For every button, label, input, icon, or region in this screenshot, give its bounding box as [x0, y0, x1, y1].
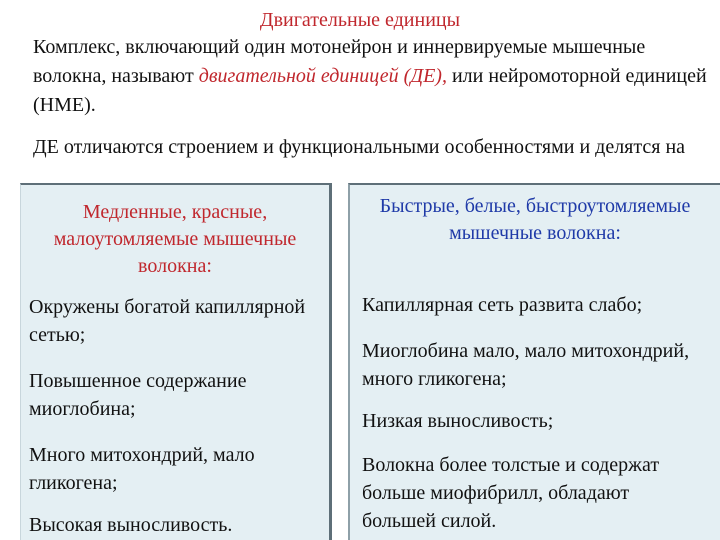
definition-text-start: Комплекс, включающий один мотонейрон и иннервируемые мышечные волокна, называют	[33, 36, 646, 87]
slow-fibers-item: Окружены богатой капиллярной сетью;	[29, 296, 306, 346]
slide-title: Двигательные единицы	[259, 9, 461, 31]
slow-fibers-item: Повышенное содержание миоглобина;	[29, 370, 247, 420]
motor-unit-term: двигательной единицей (ДЕ),	[198, 65, 447, 87]
fast-fibers-item: Низкая выносливость;	[362, 410, 554, 432]
slow-fibers-item: Много митохондрий, мало гликогена;	[29, 444, 255, 494]
fast-fibers-heading: Быстрые, белые, быстроутомляемые мышечные волокна:	[379, 195, 691, 244]
fast-fibers-item: Капиллярная сеть развита слабо;	[362, 294, 643, 316]
definition-text-end: или нейромоторной единицей (НМЕ).	[33, 65, 707, 116]
slow-fibers-item: Высокая выносливость.	[29, 514, 233, 536]
slow-fibers-heading: Медленные, красные, малоутомляемые мышечные волокна:	[53, 201, 297, 277]
fast-fibers-item: Волокна более толстые и содержат больше миофибрилл, обладают большей силой.	[362, 454, 660, 532]
slow-fibers-panel	[20, 183, 332, 540]
fast-fibers-item: Миоглобина мало, мало митохондрий, много гликогена;	[362, 340, 690, 390]
definition-paragraph	[33, 33, 713, 120]
fast-fibers-panel	[348, 183, 720, 540]
classification-intro: ДЕ отличаются строением и функциональными особенностями и делятся на	[33, 136, 686, 158]
